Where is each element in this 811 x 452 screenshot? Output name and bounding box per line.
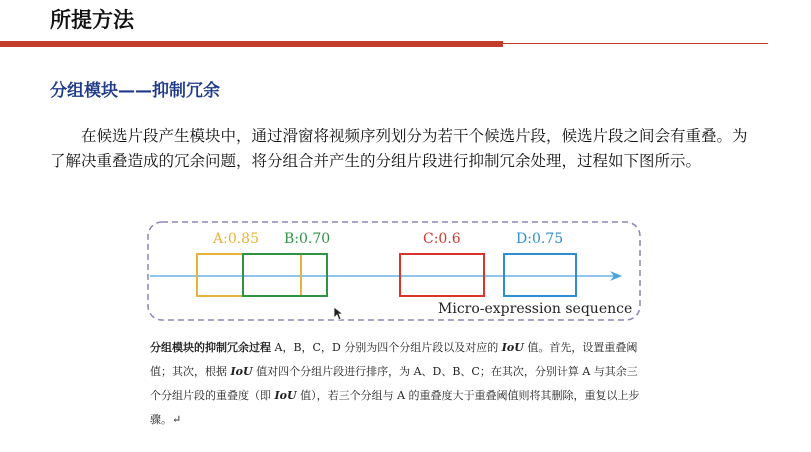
segment-c-label: C:0.6 [423, 231, 461, 247]
caption-bold-lead: 分组模块的抑制冗余过程 [150, 341, 271, 354]
caption-iou-1: IoU [501, 341, 524, 354]
title-underline-bar [0, 41, 811, 47]
caption-iou-3: IoU [274, 389, 297, 402]
segment-b-label: B:0.70 [284, 231, 331, 247]
segment-b-box [243, 254, 327, 296]
segment-d-label: D:0.75 [516, 231, 564, 247]
page-title: 所提方法 [50, 8, 134, 32]
title-underline-thin [503, 43, 768, 44]
caption-iou-2: IoU [230, 365, 253, 378]
segment-a-box [197, 254, 301, 296]
body-paragraph: 在候选片段产生模块中，通过滑窗将视频序列划分为若干个候选片段，候选片段之间会有重叠。为了解决重叠造成的冗余问题，将分组合并产生的分组片段进行抑制冗余处理，过程如下图所示。 [50, 127, 748, 170]
caption-text-2: 值对四个分组片段进行排序，为 A、D、B、C；在其次，分别计算 A 与其余三个分组片段的重叠度（即 [150, 365, 638, 402]
caption-text-3: 值），若三个分组与 A 的重叠度大于重叠阈值则将其删除，重复以上步骤。↵ [150, 389, 640, 426]
segment-c-box [400, 254, 484, 296]
caption-text-1a: A，B，C，D 分别为四个分组片段以及对应的 [271, 341, 502, 354]
caption-text-1b: 值。首先，设置重叠阈值；其次，根据 [150, 341, 638, 378]
segment-d-box [504, 254, 576, 296]
suppression-diagram [140, 216, 650, 328]
sequence-axis-label: Micro-expression sequence [438, 301, 633, 317]
mouse-cursor-icon [333, 306, 345, 322]
segment-a-label: A:0.85 [213, 231, 259, 247]
figure-caption [150, 336, 640, 432]
section-subtitle: 分组模块——抑制冗余 [50, 81, 220, 101]
